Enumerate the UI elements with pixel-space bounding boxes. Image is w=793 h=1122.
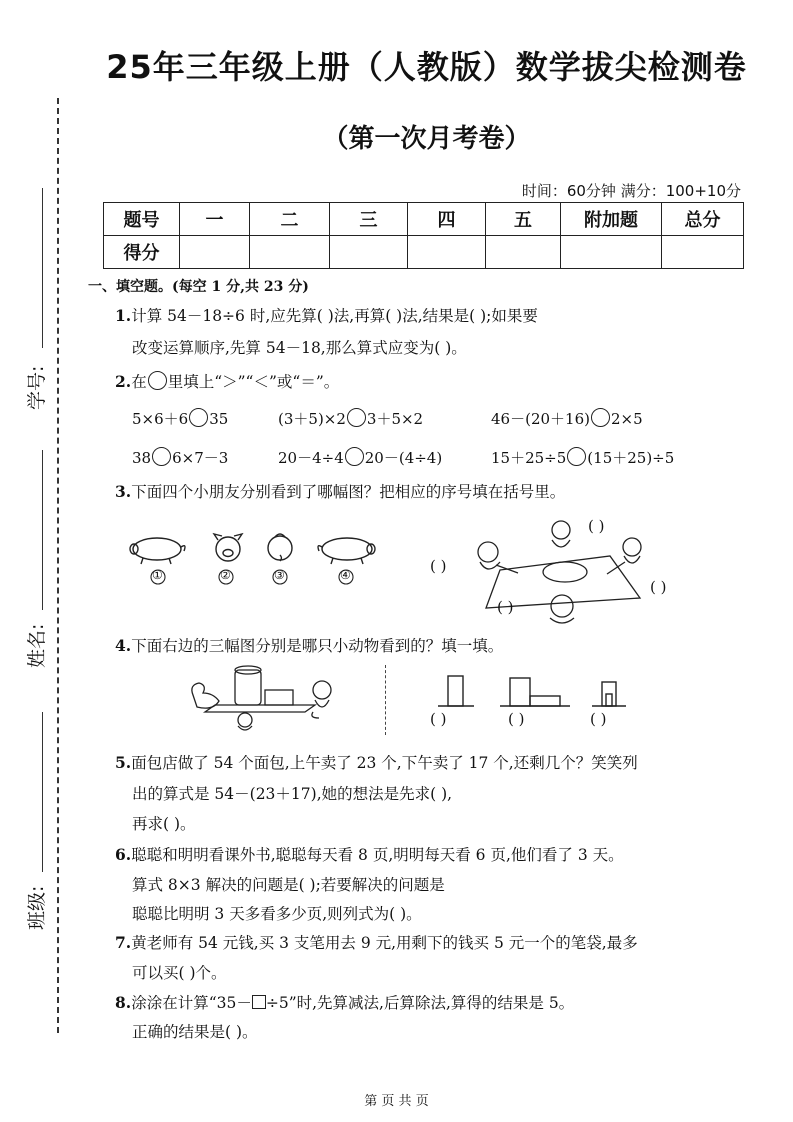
table-header-cell: 题号: [104, 203, 180, 236]
monkey-icon: [313, 681, 331, 699]
question-7: [115, 933, 638, 953]
view-drawings-figure: [430, 672, 650, 712]
expr-left: 46－(20＋16): [491, 410, 590, 428]
answer-circle[interactable]: [567, 447, 586, 466]
answer-paren-bottom[interactable]: ( ): [497, 598, 514, 616]
table-header-cell: 五: [486, 203, 561, 236]
score-cell[interactable]: [330, 236, 408, 269]
expr-right: 3＋5×2: [366, 410, 424, 428]
expr-left: (3＋5)×2: [278, 410, 346, 428]
page-subtitle: （第一次月考卷）: [322, 124, 531, 154]
expr-left: 5×6＋6: [132, 410, 189, 428]
question-number: 4.: [115, 636, 132, 655]
score-cell[interactable]: [250, 236, 330, 269]
answer-circle[interactable]: [189, 408, 208, 427]
question-5-line-2: 出的算式是 54－(23＋17),她的想法是先求( ),: [132, 785, 453, 803]
answer-paren-view-1[interactable]: ( ): [430, 710, 447, 728]
question-text: 下面右边的三幅图分别是哪只小动物看到的？填一填。: [131, 637, 504, 655]
answer-paren-left[interactable]: ( ): [430, 557, 447, 575]
class-write-line[interactable]: [42, 712, 43, 872]
box-icon: [265, 690, 293, 705]
question-1-line-2: 改变运算顺序,先算 54－18,那么算式应变为( )。: [132, 339, 467, 357]
table-header-cell: 四: [408, 203, 486, 236]
question-6-line-2: 算式 8×3 解决的问题是( );若要解决的问题是: [132, 876, 445, 894]
child-right-icon: [623, 538, 641, 556]
question-7-line-2: 可以买( )个。: [132, 964, 227, 982]
q2-expr: [491, 408, 643, 429]
pig-side-view-right-icon: [322, 538, 372, 560]
q2-expr: [132, 408, 228, 429]
score-table-score-row: [104, 236, 744, 269]
board-icon: [205, 705, 315, 712]
class-label: 班级:: [26, 885, 48, 930]
question-6-line-3: 聪聪比明明 3 天多看多少页,则列式为( )。: [132, 905, 422, 923]
question-text: 下面四个小朋友分别看到了哪幅图？把相应的序号填在括号里。: [131, 483, 566, 501]
name-label: 姓名:: [26, 623, 48, 668]
question-text: 聪聪和明明看课外书,聪聪每天看 8 页,明明每天看 6 页,他们看了 3 天。: [131, 846, 624, 864]
question-6: [115, 845, 624, 865]
table-header-cell: 三: [330, 203, 408, 236]
table-header-cell: 附加题: [561, 203, 662, 236]
child-left-icon: [478, 542, 498, 562]
q2-expr: [132, 447, 228, 468]
expr-left: 20－4÷4: [278, 449, 344, 467]
question-8: [115, 993, 574, 1013]
child-top-icon: [552, 521, 570, 539]
score-cell[interactable]: [662, 236, 744, 269]
view-1-icon: [448, 676, 463, 706]
question-text: ÷5”时,先算减法,后算除法,算得的结果是 5。: [265, 994, 575, 1012]
expr-right: (15＋25)÷5: [587, 449, 675, 467]
label-1: ①: [152, 568, 163, 582]
view-2-icon: [510, 678, 530, 706]
pig-on-table-icon: [543, 562, 587, 582]
score-cell[interactable]: [180, 236, 250, 269]
binding-dashed-line: [57, 98, 59, 1033]
table-header-cell: 总分: [662, 203, 744, 236]
question-number: 7.: [115, 933, 132, 952]
question-text: 黄老师有 54 元钱,买 3 支笔用去 9 元,用剩下的钱买 5 元一个的笔袋,最多: [131, 934, 638, 952]
table-header-cell: 二: [250, 203, 330, 236]
time-info: 时间：60分钟 满分：100+10分: [521, 182, 741, 200]
label-4: ④: [340, 568, 351, 582]
question-text: 里填上“＞”“＜”或“＝”。: [167, 373, 340, 391]
question-1: [115, 306, 538, 326]
question-number: 2.: [115, 372, 132, 391]
answer-circle[interactable]: [152, 447, 171, 466]
question-number: 6.: [115, 845, 132, 864]
label-3: ③: [274, 568, 285, 582]
score-cell[interactable]: [561, 236, 662, 269]
question-number: 8.: [115, 993, 132, 1012]
question-text: 在: [131, 373, 147, 391]
question-text: 面包店做了 54 个面包,上午卖了 23 个,下午卖了 17 个,还剩几个？笑笑列: [131, 754, 638, 772]
expr-left: 38: [132, 449, 152, 467]
expr-right: 35: [209, 410, 229, 428]
score-cell[interactable]: [408, 236, 486, 269]
question-number: 5.: [115, 753, 132, 772]
question-8-line-2: 正确的结果是( )。: [132, 1023, 258, 1041]
q2-expr: [491, 447, 674, 468]
answer-paren-top[interactable]: ( ): [588, 517, 605, 535]
question-2: [115, 371, 339, 392]
label-2: ②: [220, 568, 231, 582]
score-cell[interactable]: [486, 236, 561, 269]
answer-circle[interactable]: [347, 408, 366, 427]
blank-square-icon: [252, 995, 266, 1009]
expr-right: 2×5: [610, 410, 643, 428]
animal-below-icon: [238, 713, 252, 727]
pig-back-view-icon: [268, 536, 292, 560]
question-5: [115, 753, 638, 773]
child-bottom-icon: [551, 595, 573, 617]
expr-right: 20－(4÷4): [364, 449, 443, 467]
animals-and-objects-figure: [185, 660, 345, 735]
compare-circle-icon: [148, 371, 167, 390]
score-table: [103, 202, 744, 269]
question-number: 1.: [115, 306, 132, 325]
expr-right: 6×7－3: [172, 449, 229, 467]
id-label: 学号:: [26, 365, 48, 410]
question-4: [115, 636, 503, 656]
answer-paren-view-2[interactable]: ( ): [508, 710, 525, 728]
cylinder-icon: [235, 670, 261, 705]
page-footer: 第 页 共 页: [364, 1094, 429, 1109]
page-title: 25年三年级上册（人教版）数学拔尖检测卷: [106, 48, 747, 86]
question-text: 涂涂在计算“35－: [131, 994, 252, 1012]
score-table-header-row: [104, 203, 744, 236]
q2-expr: [278, 447, 442, 468]
name-write-line[interactable]: [42, 450, 43, 610]
question-3: [115, 482, 565, 502]
children-around-table-figure: [460, 510, 660, 625]
pig-side-view-left-icon: [133, 538, 181, 560]
answer-circle[interactable]: [345, 447, 364, 466]
divider-line: [385, 665, 386, 735]
question-text: 计算 54－18÷6 时,应先算( )法,再算( )法,结果是( );如果要: [131, 307, 538, 325]
q2-expr: [278, 408, 423, 429]
question-number: 3.: [115, 482, 132, 501]
table-header-cell: 一: [180, 203, 250, 236]
question-5-line-3: 再求( )。: [132, 815, 196, 833]
answer-paren-view-3[interactable]: ( ): [590, 710, 607, 728]
table-row-label: 得分: [104, 236, 180, 269]
expr-left: 15＋25÷5: [491, 449, 567, 467]
answer-paren-right[interactable]: ( ): [650, 578, 667, 596]
section-heading: 一、填空题。(每空 1 分,共 23 分): [88, 279, 309, 295]
answer-circle[interactable]: [591, 408, 610, 427]
id-write-line[interactable]: [42, 188, 43, 348]
